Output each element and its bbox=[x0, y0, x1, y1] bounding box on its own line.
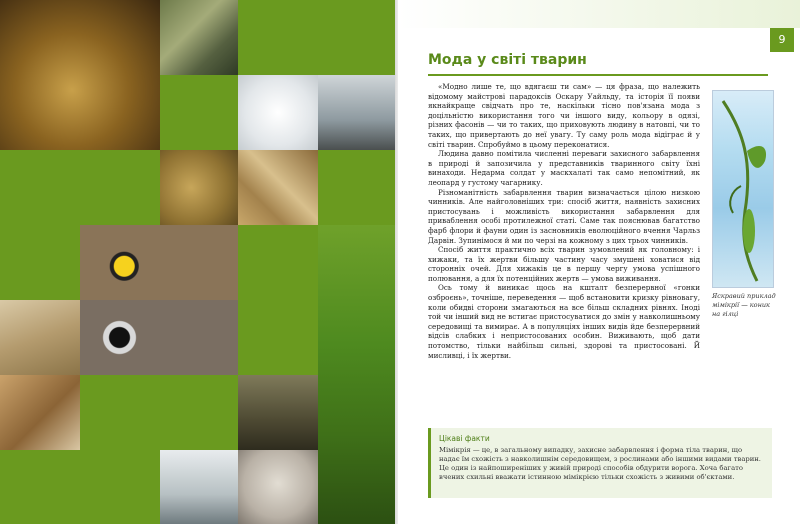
dry-grass-photo bbox=[0, 300, 80, 375]
article-body bbox=[428, 82, 700, 360]
text-page bbox=[398, 0, 800, 524]
camouflage-face-photo bbox=[160, 0, 238, 75]
snow-leopard-photo bbox=[238, 450, 318, 524]
paragraph: Спосіб життя практично всіх тварин зумовлений як головному: і хижаки, та їх жертви більшу частину часу змушені ховатися від сторонніх очей. Для хижаків це в першу чергу умова успішного полювання, а для їх потенційних жертв — умова виживання. bbox=[428, 245, 700, 283]
photo-mosaic-page bbox=[0, 0, 398, 524]
green-block bbox=[238, 225, 318, 300]
green-block bbox=[160, 375, 238, 450]
green-block bbox=[238, 300, 318, 375]
header-band bbox=[398, 0, 800, 28]
title-divider bbox=[428, 74, 768, 76]
green-block bbox=[0, 225, 80, 300]
paragraph: Різноманітність забарвлення тварин визначається цілою низкою чинників. Але найголовніших три: спосіб життя, наявність захисних пристосувань і можливість використання забарвлення для приваблення особі протилежної статі. Саме так пояснював багатство фарб флори й фауни один із засновників еволюційного вчення Чарльз Дарвін. Зупинімося й ми по черзі на кожному з цих трьох чинників. bbox=[428, 187, 700, 245]
green-block bbox=[80, 450, 160, 524]
arctic-fox-photo bbox=[238, 75, 318, 150]
camouflaged-animal-photo bbox=[160, 150, 238, 225]
owl-face-photo bbox=[80, 225, 238, 300]
snow-soldier-photo bbox=[318, 75, 398, 150]
leopard-eye-photo bbox=[0, 0, 160, 150]
butterfly-eyespots-photo bbox=[80, 300, 238, 375]
fact-box bbox=[428, 428, 772, 498]
green-block bbox=[318, 150, 398, 225]
fact-box-title: Цікаві факти bbox=[439, 434, 490, 443]
camo-pattern-photo bbox=[238, 150, 318, 225]
paragraph: Людина давно помітила численні переваги захисного забарвлення в природі й запозичила у представників тваринного світу їхні винаходи. Недарма солдат у маскхалаті так само непомітний, як леопард у густому чагарнику. bbox=[428, 149, 700, 187]
green-block bbox=[0, 450, 80, 524]
paragraph: Ось тому й виникає щось на кшталт безперервної «гонки озброєнь», точніше, переведення — щоб встановити кризку рівновагу, коли обидві сторони змагаються на все більш складних рівнях. Іноді той чи інший вид не встигає пристосуватися до змін у навколишньому середовищі та вимирає. А в популяціях інших видів йде безперервний відсів слабких і непристосованих особин. Виживають, щоб дати потомство, тільки найбільш сильні, здорові та пристосовані. Й мисливці, і їх жертви. bbox=[428, 283, 700, 360]
grasshopper-photo bbox=[712, 90, 774, 288]
crocodile-green-photo bbox=[318, 225, 398, 524]
green-block bbox=[0, 150, 160, 225]
fact-box-text: Мімікрія — це, в загальному випадку, захисне забарвлення і форма тіла тварин, що надає їм схожість з навколишнім середовищем, з рослинами або іншими видами тварин. Це один із найпоширеніших у живій природі способів обдурити ворога. Хоча багато вчених схильні вважати істинною мімікрією тільки схожість з живими об'єктами. bbox=[439, 446, 761, 481]
page-title: Мода у світі тварин bbox=[428, 52, 587, 68]
green-block bbox=[160, 75, 238, 150]
snow-camo-photo bbox=[160, 450, 238, 524]
green-block bbox=[80, 375, 160, 450]
page-number: 9 bbox=[770, 28, 794, 52]
green-block bbox=[238, 0, 398, 75]
grasshopper-illustration bbox=[713, 91, 773, 287]
paragraph: «Модно лише те, що вдягаєш ти сам» — ця фраза, що належить відомому майстрові парадоксів Оскару Уайльду, та історія її появи якнайкраще свідчать про те, наскільки тісно пов'язана мода з доцільністю використання того чи іншого виду, кольору в одязі, різних фасонів — чи то таких, що приховують людину в натовпі, чи то таких, що привертають до неї увагу. Ту саму роль мода відіграє й у світі тварин. Спробуймо в цьому переконатися. bbox=[428, 82, 700, 149]
photo-caption: Яскравий приклад мімікрії — коник на гілці bbox=[712, 292, 776, 318]
camouflaged-hunter-photo bbox=[0, 375, 80, 450]
painted-soldier-photo bbox=[238, 375, 318, 450]
